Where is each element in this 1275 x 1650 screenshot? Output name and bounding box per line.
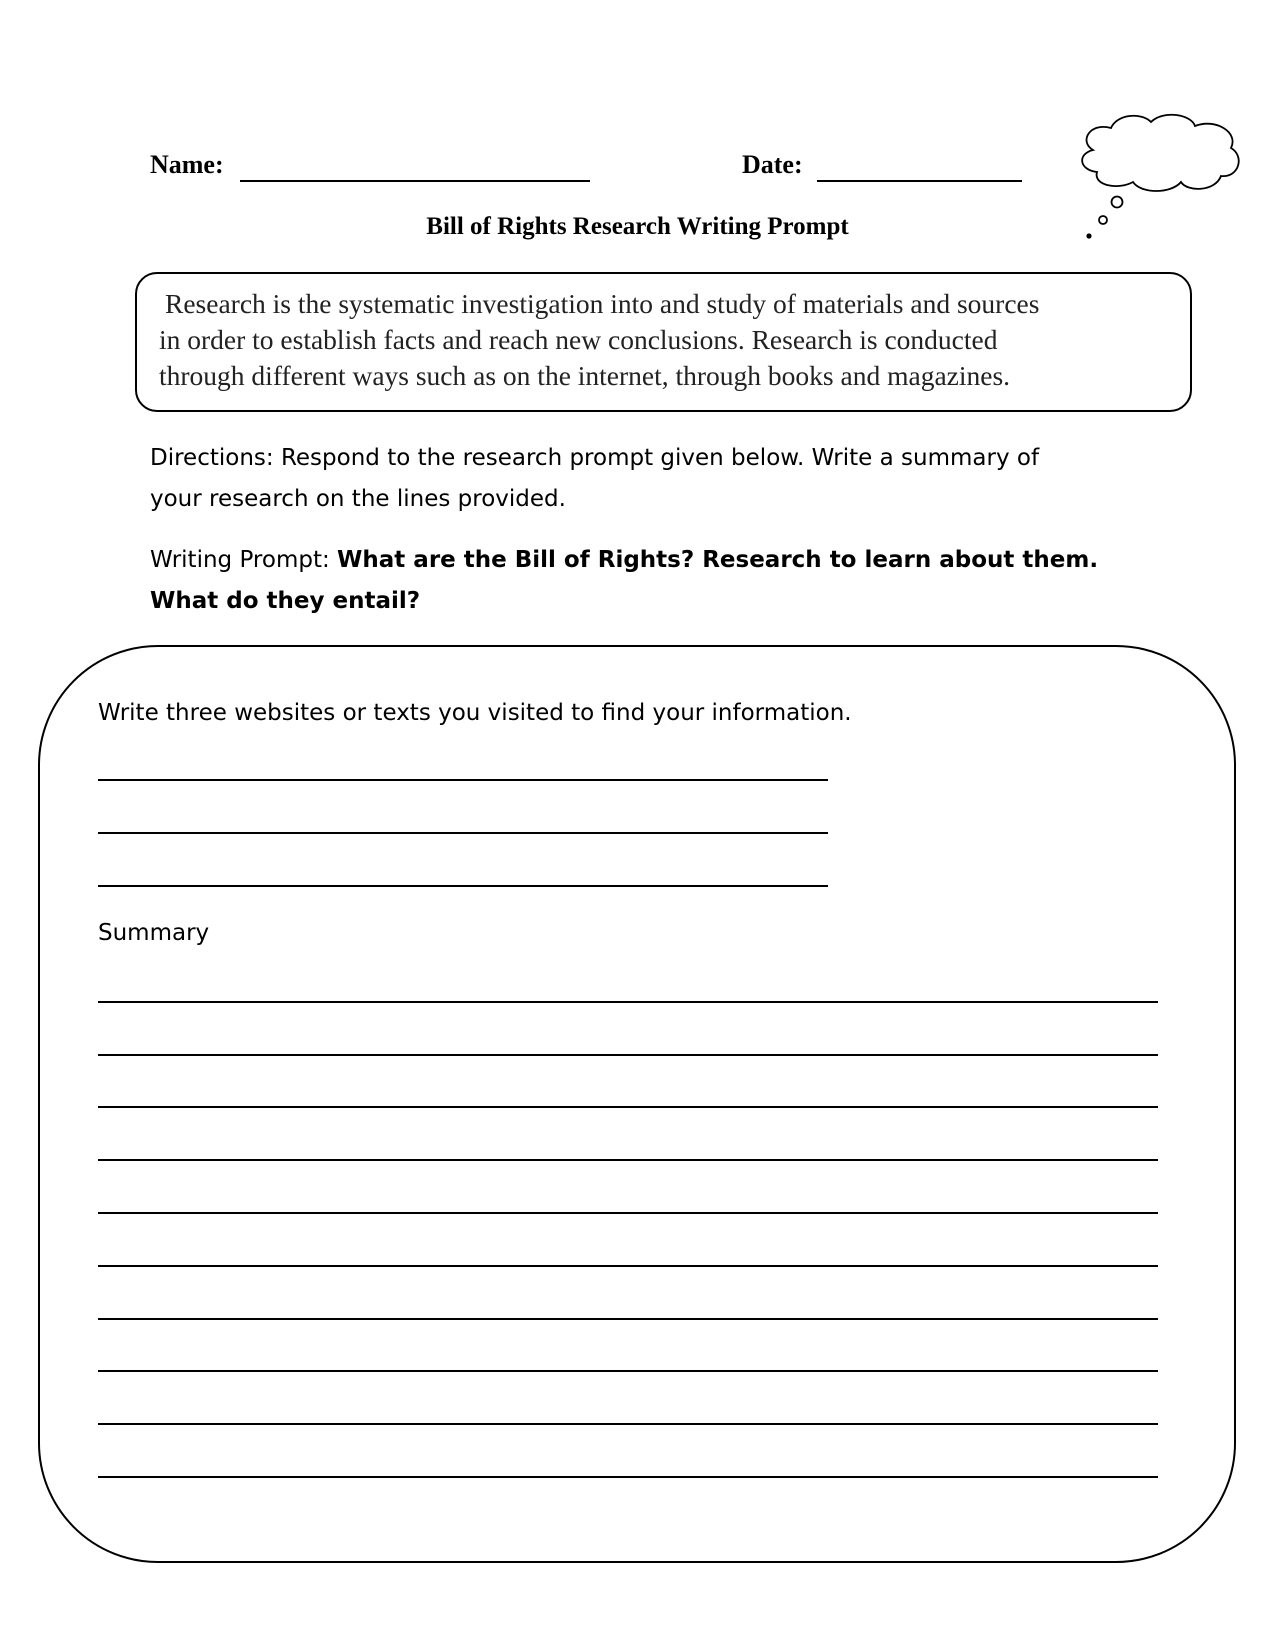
summary-line-1[interactable] [98,1001,1158,1003]
sources-instruction: Write three websites or texts you visited to find your information. [98,700,852,726]
directions-line-2: your research on the lines provided. [150,486,566,512]
answer-box [38,645,1236,1563]
summary-line-10[interactable] [98,1476,1158,1478]
definition-line-3: through different ways such as on the internet, through books and magazines. [159,360,1011,391]
date-label: Date: [742,150,803,179]
writing-prompt-label: Writing Prompt: [150,547,330,573]
source-line-1[interactable] [98,779,828,781]
directions-line-1: Directions: Respond to the research prompt given below. Write a summary of [150,445,1040,471]
date-field[interactable] [817,180,1022,182]
directions [150,438,1039,520]
summary-line-9[interactable] [98,1423,1158,1425]
definition-line-1: Research is the systematic investigation into and study of materials and sources [165,288,1040,319]
source-line-3[interactable] [98,885,828,887]
name-field[interactable] [240,180,590,182]
writing-prompt-question-2: What do they entail? [150,588,421,614]
summary-line-5[interactable] [98,1212,1158,1214]
writing-prompt-question-1: What are the Bill of Rights? Research to learn about them. [337,547,1099,573]
summary-line-8[interactable] [98,1370,1158,1372]
summary-line-6[interactable] [98,1265,1158,1267]
summary-line-4[interactable] [98,1159,1158,1161]
summary-line-7[interactable] [98,1318,1158,1320]
summary-line-2[interactable] [98,1054,1158,1056]
source-line-2[interactable] [98,832,828,834]
summary-label: Summary [98,920,210,946]
writing-prompt [150,540,1098,622]
name-label: Name: [150,150,224,179]
summary-line-3[interactable] [98,1106,1158,1108]
definition-box [135,272,1192,412]
definition-line-2: in order to establish facts and reach new conclusions. Research is conducted [159,324,998,355]
worksheet-title: Bill of Rights Research Writing Prompt [426,213,849,240]
